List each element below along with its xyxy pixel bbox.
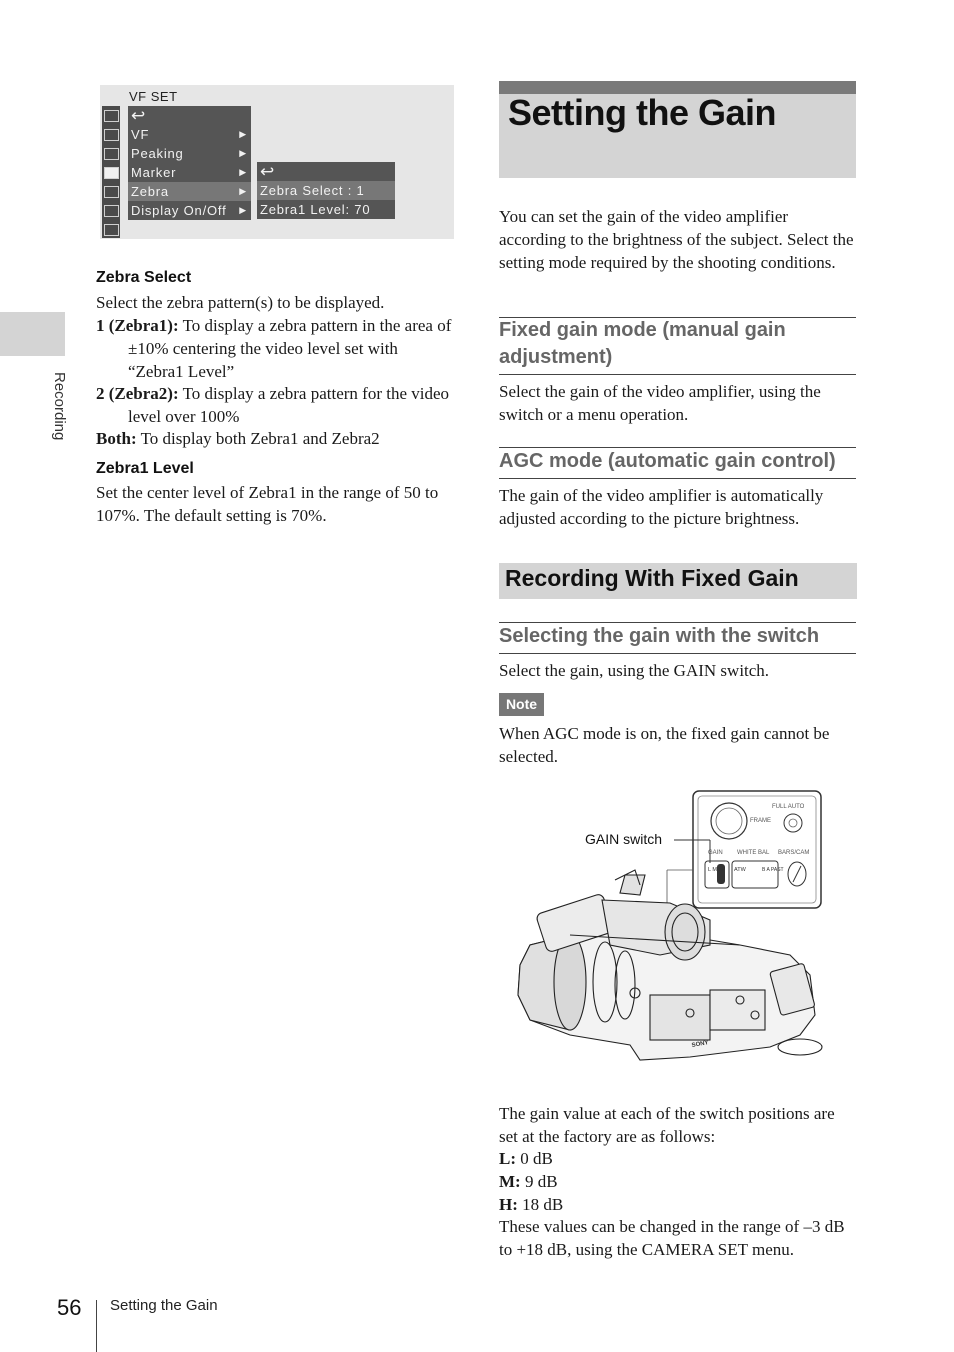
sony-logo: SONY xyxy=(691,1040,710,1049)
menu-return-icon[interactable]: ↩ xyxy=(131,106,147,125)
side-tab xyxy=(0,312,65,356)
chevron-right-icon: ▶ xyxy=(239,129,247,139)
note-badge: Note xyxy=(499,693,544,716)
section-title: Recording With Fixed Gain xyxy=(505,565,799,591)
option-key: 1 (Zebra1): xyxy=(96,316,179,335)
menu-item-zebra[interactable] xyxy=(128,182,251,201)
value-text: 0 dB xyxy=(516,1149,553,1168)
gain-value-m xyxy=(499,1170,857,1193)
audio-icon xyxy=(104,129,119,141)
footer-divider xyxy=(96,1300,97,1352)
divider xyxy=(499,478,856,479)
zebra-select-heading: Zebra Select xyxy=(96,269,192,286)
agc-text: The gain of the video amplifier is automatically adjusted according to the picture brightness. xyxy=(499,486,824,528)
menu-item-display-onoff[interactable] xyxy=(128,201,251,220)
footer-section-title: Setting the Gain xyxy=(110,1297,218,1314)
menu-item-marker[interactable] xyxy=(128,163,251,182)
switch-heading: Selecting the gain with the switch xyxy=(499,625,820,647)
others-icon xyxy=(104,224,119,236)
value-key: M: xyxy=(499,1172,521,1191)
intro-paragraph: You can set the gain of the video amplifier according to the brightness of the subject. Select the setting mode required by the shooting conditions. xyxy=(499,207,854,272)
range-text: These values can be changed in the range of –3 dB to +18 dB, using the CAMERA SET menu. xyxy=(499,1217,845,1259)
submenu-item-zebra1-level[interactable]: Zebra1 Level: 70 xyxy=(260,202,371,217)
submenu-item-zebra-select[interactable]: Zebra Select : 1 xyxy=(257,181,395,200)
zebra1-level-text: Set the center level of Zebra1 in the range of 50 to 107%. The default setting is 70%. xyxy=(96,483,439,525)
fixed-gain-text: Select the gain of the video amplifier, using the switch or a menu operation. xyxy=(499,382,821,424)
submenu-panel xyxy=(257,162,395,219)
value-text: 18 dB xyxy=(517,1195,564,1214)
menu-item-label: Peaking xyxy=(131,146,184,161)
bars-cam-label: BARS/CAM xyxy=(778,850,810,856)
fixed-gain-heading: Fixed gain mode (manual gain adjustment) xyxy=(499,319,786,368)
frame-label: FRAME xyxy=(750,818,771,824)
side-tab-label-container xyxy=(50,372,70,462)
menu-item-vf[interactable] xyxy=(128,125,251,144)
option-key: 2 (Zebra2): xyxy=(96,384,179,403)
menu-item-label: Display On/Off xyxy=(131,203,227,218)
zebra1-level-heading: Zebra1 Level xyxy=(96,460,194,477)
chevron-right-icon: ▶ xyxy=(239,148,247,158)
submenu-return-icon[interactable]: ↩ xyxy=(260,162,276,181)
zebra-option-2 xyxy=(96,382,456,428)
lcd-vf-icon xyxy=(104,167,119,179)
gain-label: GAIN xyxy=(708,850,723,856)
chevron-right-icon: ▶ xyxy=(239,205,247,215)
video-icon xyxy=(104,148,119,160)
tc-icon xyxy=(104,186,119,198)
value-text: 9 dB xyxy=(520,1172,558,1191)
menu-item-label: VF xyxy=(131,127,150,142)
option-key: Both: xyxy=(96,429,137,448)
lmh-label: L M H xyxy=(708,867,723,873)
value-key: H: xyxy=(499,1195,518,1214)
menu-panel xyxy=(128,106,251,220)
gain-switch-callout: GAIN switch xyxy=(585,831,663,847)
side-tab-label: Recording xyxy=(51,372,68,441)
menu-item-peaking[interactable] xyxy=(128,144,251,163)
page-number: 56 xyxy=(57,1295,82,1320)
chevron-right-icon: ▶ xyxy=(239,186,247,196)
option-text: To display a zebra pattern in the area of ±10% centering the video level set with “Zebra1 Level” xyxy=(128,316,452,381)
menu-icon-column xyxy=(102,106,120,238)
camcorder-illustration xyxy=(510,785,830,1075)
atw-label: ATW xyxy=(734,867,746,873)
option-text: To display a zebra pattern for the video level over 100% xyxy=(128,384,450,426)
white-bal-label: WHITE BAL xyxy=(737,850,770,856)
zebra-option-both xyxy=(96,427,456,450)
menu-item-label: Zebra xyxy=(131,184,169,199)
camera-icon xyxy=(104,110,119,122)
value-key: L: xyxy=(499,1149,516,1168)
zebra-option-1 xyxy=(96,314,456,383)
bap-label: B A PAST xyxy=(762,867,784,873)
zebra-select-intro: Select the zebra pattern(s) to be displayed. xyxy=(96,293,385,312)
note-text: When AGC mode is on, the fixed gain cannot be selected. xyxy=(499,724,830,766)
divider xyxy=(499,374,856,375)
page-title: Setting the Gain xyxy=(508,92,777,133)
values-intro: The gain value at each of the switch positions are set at the factory are as follows: xyxy=(499,1104,835,1146)
menu-item-label: Marker xyxy=(131,165,177,180)
gain-value-l xyxy=(499,1147,857,1170)
divider xyxy=(499,653,856,654)
agc-heading: AGC mode (automatic gain control) xyxy=(499,450,836,472)
option-text: To display both Zebra1 and Zebra2 xyxy=(136,429,380,448)
menu-screenshot xyxy=(100,85,454,239)
switch-text: Select the gain, using the GAIN switch. xyxy=(499,661,770,680)
chevron-right-icon: ▶ xyxy=(239,167,247,177)
gain-value-h xyxy=(499,1193,857,1216)
full-auto-label: FULL AUTO xyxy=(772,804,805,810)
menu-title: VF SET xyxy=(129,89,178,104)
tape-icon xyxy=(104,205,119,217)
